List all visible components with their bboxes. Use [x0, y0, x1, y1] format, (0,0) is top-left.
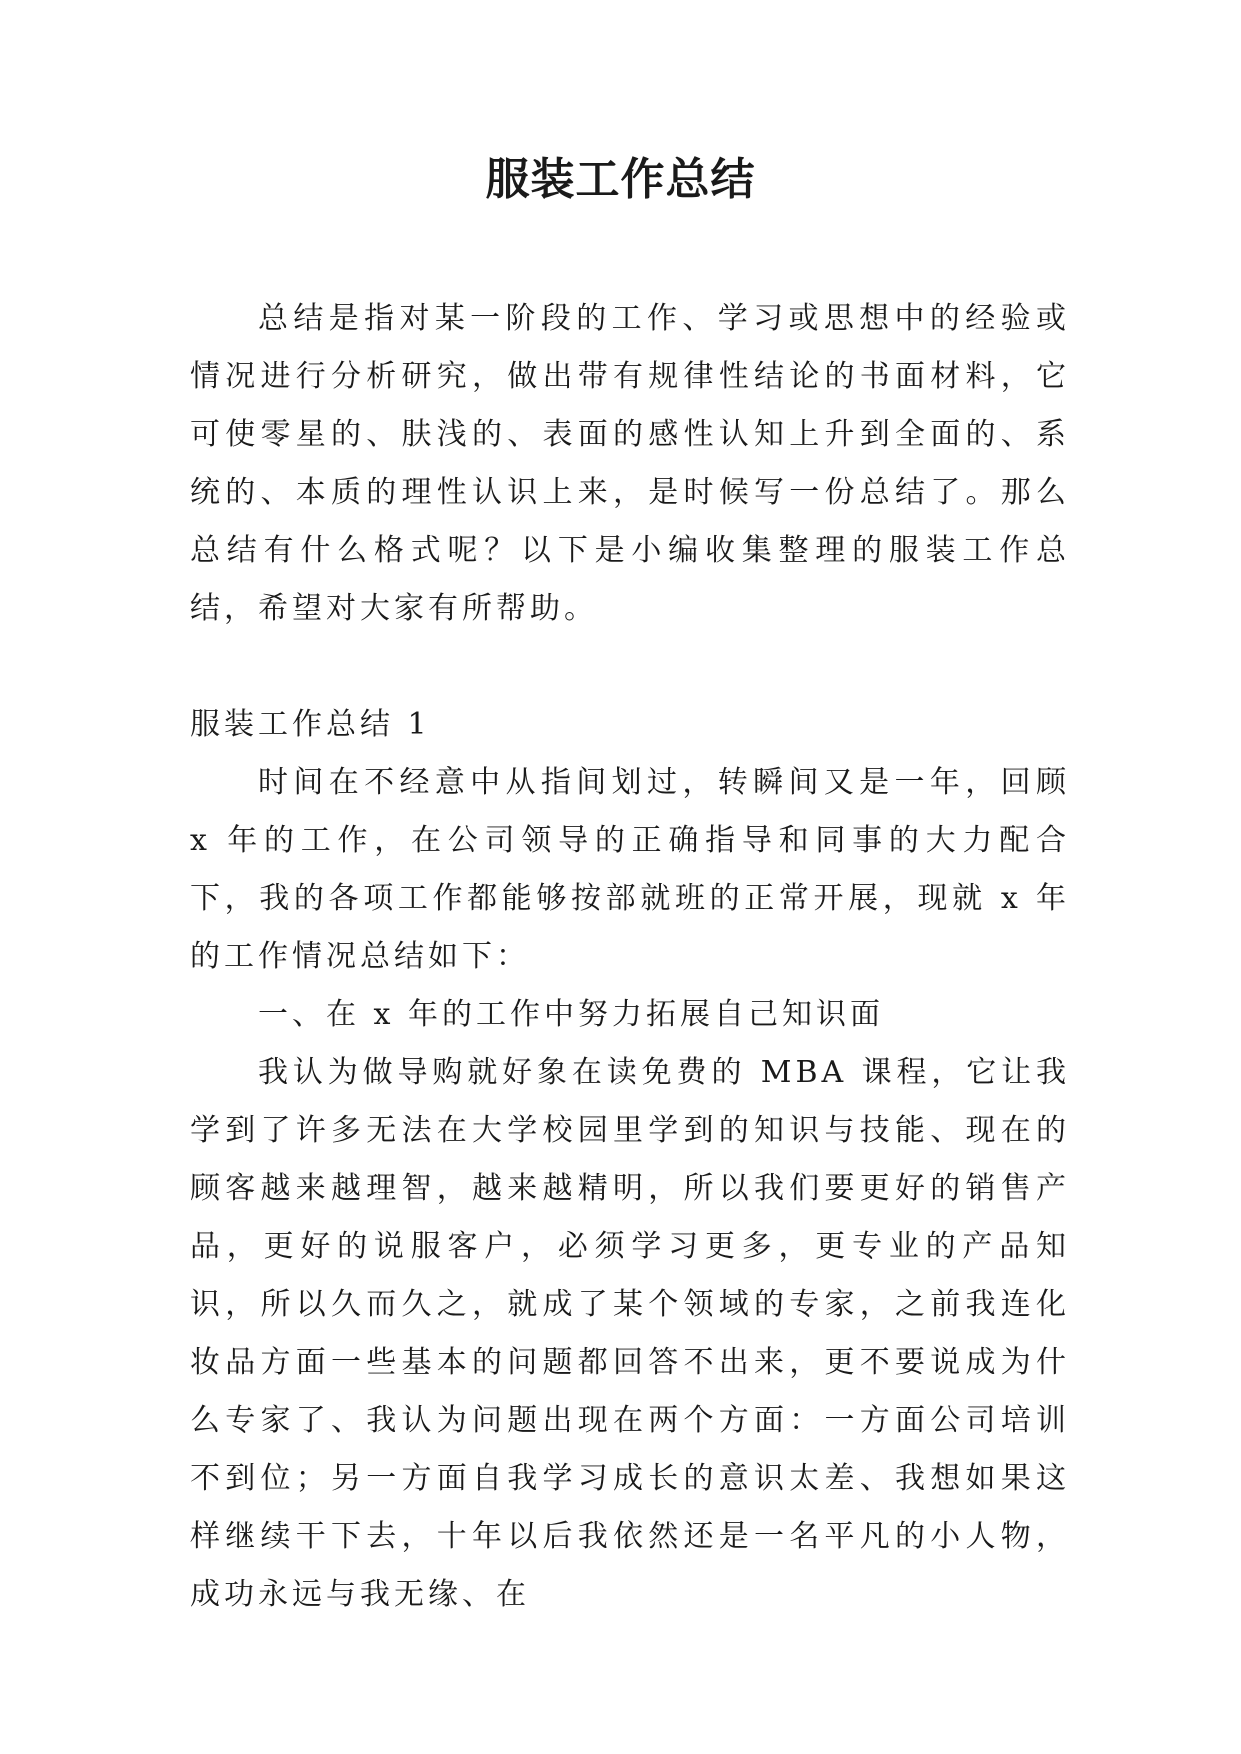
section-paragraph-1: 时间在不经意中从指间划过，转瞬间又是一年，回顾 x 年的工作，在公司领导的正确指导和同事的大力配合下，我的各项工作都能够按部就班的正常开展，现就 x 年的工作情况总结如下： [190, 765, 1070, 974]
subheading-1: 一、在 x 年的工作中努力拓展自己知识面 [258, 997, 884, 1032]
intro-paragraph: 总结是指对某一阶段的工作、学习或思想中的经验或情况进行分析研究，做出带有规律性结论的书面材料，它可使零星的、肤浅的、表面的感性认知上升到全面的、系统的、本质的理性认识上来，是时候写一份总结了。那么总结有什么格式呢？以下是小编收集整理的服装工作总结，希望对大家有所帮助。 [190, 301, 1070, 626]
section-paragraph-2: 我认为做导购就好象在读免费的 MBA 课程，它让我学到了许多无法在大学校园里学到的知识与技能、现在的顾客越来越理智，越来越精明，所以我们要更好的销售产品，更好的说服客户，必须学习更多，更专业的产品知识，所以久而久之，就成了某个领域的专家，之前我连化妆品方面一些基本的问题都回答不出来，更不要说成为什么专家了、我认为问题出现在两个方面：一方面公司培训不到位；另一方面自我学习成长的意识太差、我想如果这样继续干下去，十年以后我依然还是一名平凡的小人物，成功永远与我无缘、在 [190, 1055, 1070, 1612]
section-heading: 服装工作总结 1 [190, 707, 431, 742]
paragraph-spacer [190, 638, 1070, 696]
document-body [190, 290, 1070, 1624]
document-title: 服装工作总结 [485, 154, 756, 205]
